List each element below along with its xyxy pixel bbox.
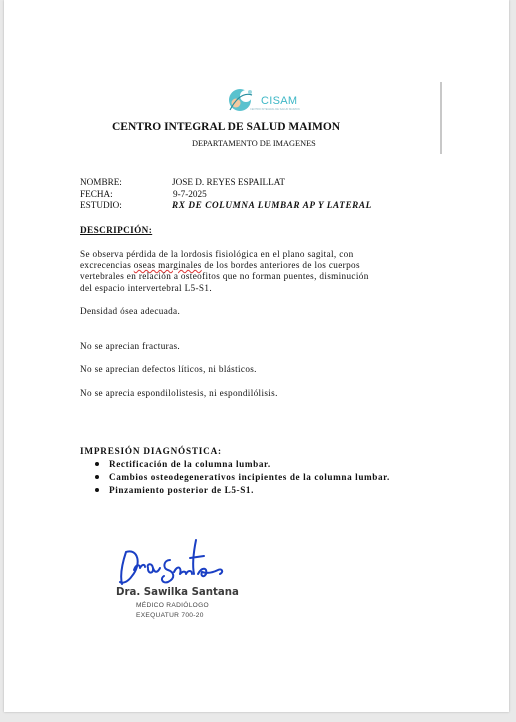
bullet-icon [95,475,99,479]
name-value: JOSE D. REYES ESPAILLAT [172,177,285,187]
impression-item: Cambios osteodegenerativos incipientes de la columna lumbar. [95,472,390,485]
document-page [4,0,509,712]
fractures-text: No se aprecian fracturas. [80,341,181,351]
logo-tagline: CENTRO INTEGRAL DE SALUD MAIMON [250,108,300,111]
description-line-4: del espacio intervertebral L5-S1. [80,282,212,293]
description-paragraph [80,249,450,294]
institution-name: CENTRO INTEGRAL DE SALUD MAIMON [112,121,341,133]
bullet-icon [95,488,99,492]
lesions-text: No se aprecian defectos líticos, ni blásticos. [80,364,257,374]
date-label: FECHA: [80,189,113,199]
date-value: 9-7-2025 [173,189,207,199]
signatory-name: Dra. Sawilka Santana [116,587,239,598]
bullet-icon [95,462,99,466]
bone-density-text: Densidad ósea adecuada. [80,306,181,316]
department-name: DEPARTAMENTO DE IMAGENES [192,139,316,148]
spelling-flag: oseas marginales [133,260,202,271]
description-line-3: vertebrales en relación a osteofitos que no forman puentes, disminución [80,271,369,282]
logo-wordmark: CISAM [261,95,298,107]
impression-item: Pinzamiento posterior de L5-S1. [95,485,390,498]
description-heading: DESCRIPCIÓN: [80,225,153,235]
name-label: NOMBRE: [80,177,122,187]
spondylolisthesis-text: No se aprecia espondilolistesis, ni espondilólisis. [80,388,278,398]
description-line-2: excrecencias oseas marginales de los bordes anteriores de los cuerpos [80,260,360,271]
signatory-title: MÉDICO RADIÓLOGO [136,602,209,609]
header-divider [440,82,442,154]
description-line-1: Se observa pérdida de la lordosis fisiológica en el plano sagital, con [80,249,354,259]
study-value: RX DE COLUMNA LUMBAR AP Y LATERAL [172,200,372,210]
signatory-exequatur: EXEQUATUR 700-20 [136,612,204,619]
handwritten-signature-icon [112,534,232,588]
impression-heading: IMPRESIÓN DIAGNÓSTICA: [80,446,222,456]
impression-item: Rectificación de la columna lumbar. [95,459,390,472]
impression-list [95,459,390,497]
study-label: ESTUDIO: [80,200,122,210]
